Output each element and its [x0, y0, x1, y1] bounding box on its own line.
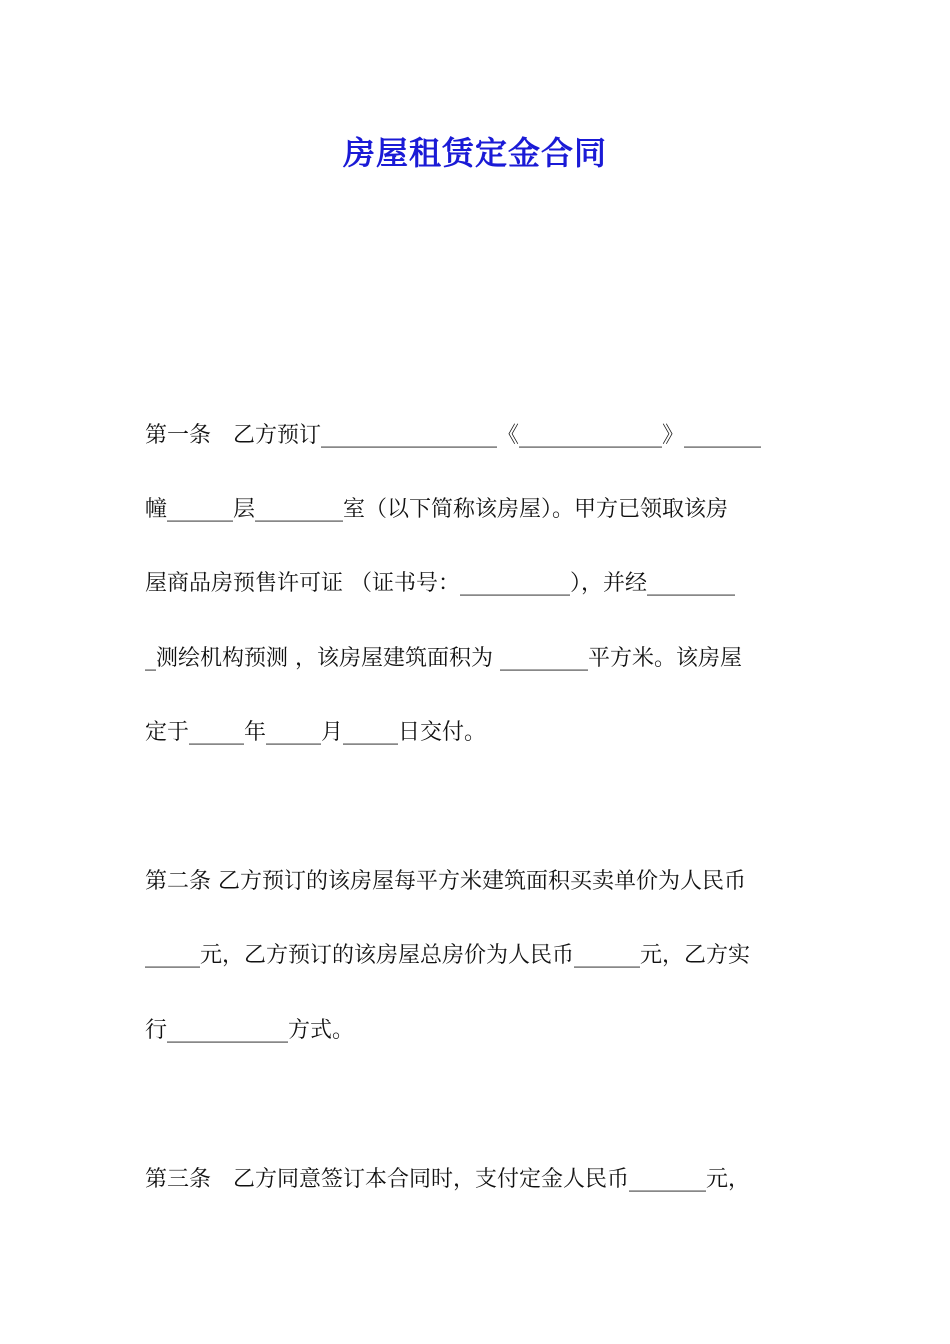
- text-line: 行___________方式。: [145, 1018, 355, 1043]
- text-line: _测绘机构预测 ，该房屋建筑面积为 ________平方米。该房屋: [145, 646, 742, 671]
- text-line: 幢______层________室（以下简称该房屋）。甲方已领取该房: [145, 497, 729, 522]
- text-line: 屋商品房预售许可证 （证书号：__________），并经________: [145, 571, 735, 596]
- text-line: 第二条 乙方预订的该房屋每平方米建筑面积买卖单价为人民币: [145, 869, 746, 894]
- text-line: 定于_____年_____月_____日交付。: [145, 720, 487, 745]
- text-line: 第一条 乙方预订________________《_____________》_______: [145, 423, 762, 448]
- text-line: _____元，乙方预订的该房屋总房价为人民币______元，乙方实: [145, 943, 751, 968]
- text-line: 第三条 乙方同意签订本合同时，支付定金人民币_______元，: [145, 1167, 751, 1192]
- document-title: 房屋租赁定金合同: [342, 134, 607, 172]
